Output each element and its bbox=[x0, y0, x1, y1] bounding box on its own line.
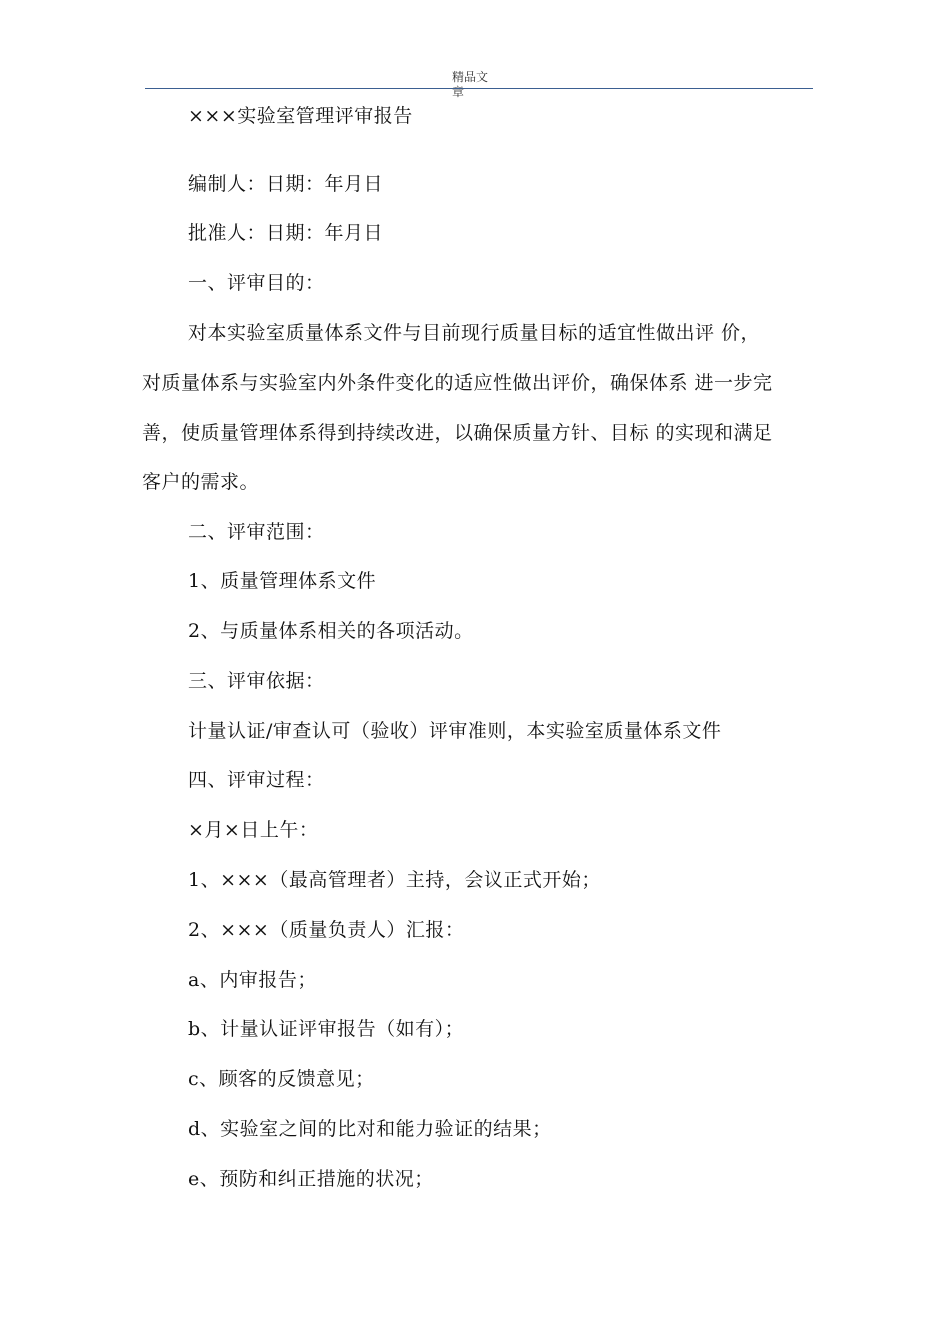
sub-list-item: c、顾客的反馈意见； bbox=[188, 1068, 375, 1090]
sub-list-item: e、预防和纠正措施的状况； bbox=[188, 1168, 434, 1190]
sub-list-item: b、计量认证评审报告（如有）； bbox=[188, 1018, 465, 1040]
section-heading-process: 四、评审过程： bbox=[188, 769, 325, 791]
section-heading-scope: 二、评审范围： bbox=[188, 521, 325, 543]
paragraph-line: 对质量体系与实验室内外条件变化的适应性做出评价，确保体系 进一步完 bbox=[142, 372, 773, 394]
compiler-line: 编制人：日期：年月日 bbox=[188, 173, 384, 195]
paragraph-line: 客户的需求。 bbox=[142, 471, 260, 493]
sub-list-item: d、实验室之间的比对和能力验证的结果； bbox=[188, 1118, 552, 1140]
list-item: 2、×××（质量负责人）汇报： bbox=[188, 919, 465, 941]
document-title: ×××实验室管理评审报告 bbox=[188, 105, 413, 127]
list-item: 2、与质量体系相关的各项活动。 bbox=[188, 620, 474, 642]
sub-list-item: a、内审报告； bbox=[188, 969, 317, 991]
process-date: ×月×日上午： bbox=[188, 819, 319, 841]
paragraph-line: 善，使质量管理体系得到持续改进，以确保质量方针、目标 的实现和满足 bbox=[142, 422, 773, 444]
section-heading-purpose: 一、评审目的： bbox=[188, 272, 325, 294]
page-header-label: 精品文章 bbox=[452, 70, 489, 99]
approver-line: 批准人：日期：年月日 bbox=[188, 222, 384, 244]
header-divider bbox=[145, 88, 813, 89]
paragraph-line: 对本实验室质量体系文件与目前现行质量目标的适宜性做出评 价， bbox=[188, 322, 761, 344]
section-heading-basis: 三、评审依据： bbox=[188, 670, 325, 692]
basis-text: 计量认证/审查认可（验收）评审准则，本实验室质量体系文件 bbox=[188, 720, 722, 742]
list-item: 1、×××（最高管理者）主持，会议正式开始； bbox=[188, 869, 601, 891]
list-item: 1、质量管理体系文件 bbox=[188, 570, 377, 592]
